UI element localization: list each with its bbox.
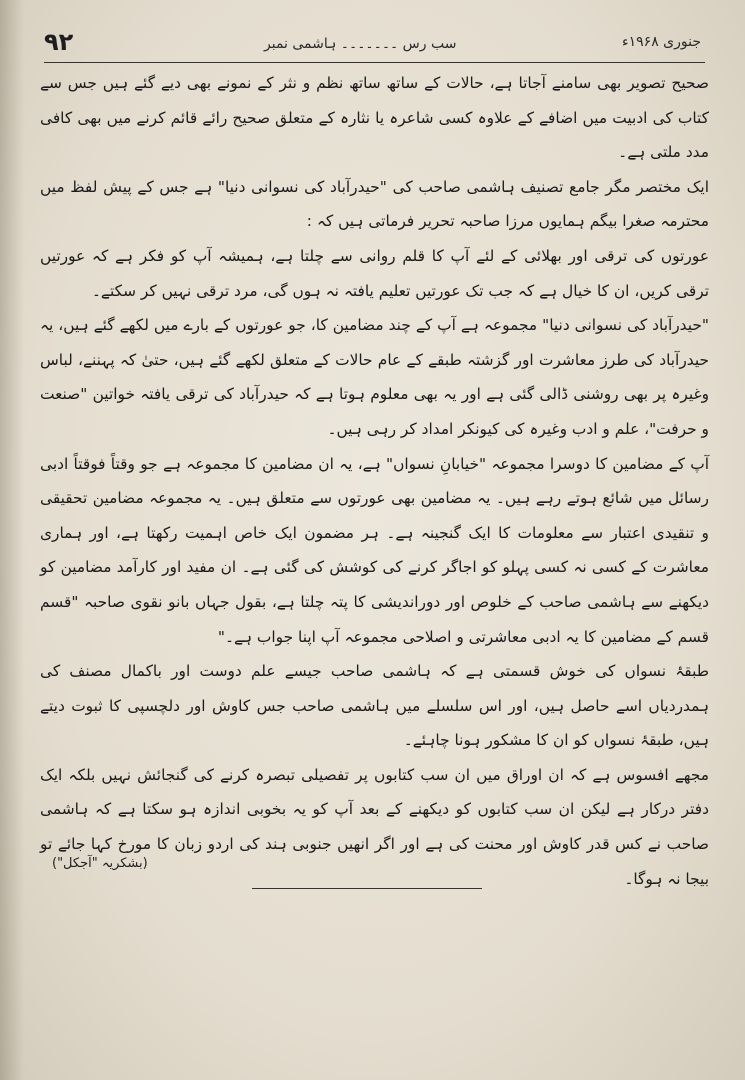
paragraph-4: "حیدرآباد کی نسوانی دنیا" مجموعہ ہے آپ کے چند مضامین کا، جو عورتوں کے بارے میں لکھے گئے ہیں، یہ حیدرآباد کی طرز معاشرت اور گزشتہ طبقے کے عام حالات کے متعلق لکھے گئے ہیں، حتیٰ کہ پہننے، لباس وغیرہ پر بھی روشنی ڈالی گئی ہے اور یہ بھی معلوم ہوتا ہے کہ حیدرآباد کی ترقی یافتہ خواتین "صنعت و حرفت"، علم و ادب وغیرہ کی کیونکر امداد کر رہی ہیں۔ [40, 316, 709, 438]
header-rule [44, 62, 705, 63]
article-body [40, 66, 709, 896]
gutter-shadow [0, 0, 24, 1080]
paragraph-6: طبقۂ نسواں کی خوش قسمتی ہے کہ ہاشمی صاحب جیسے علم دوست اور باکمال مصنف کی ہمدردیاں اسے حاصل ہیں، اور اس سلسلے میں ہاشمی صاحب جس کاوش اور دلچسپی کا ثبوت دیتے ہیں، طبقۂ نسواں کو ان کا مشکور ہونا چاہئے۔ [40, 662, 709, 750]
paragraph-2: ایک مختصر مگر جامع تصنیف ہاشمی صاحب کی "حیدرآباد کی نسوانی دنیا" ہے جس کے پیش لفظ میں محترمہ صغرا بیگم ہمایوں مرزا صاحبہ تحریر فرماتی ہیں کہ : [40, 177, 709, 231]
paragraph-5: آپ کے مضامین کا دوسرا مجموعہ "خیابانِ نسواں" ہے، یہ ان مضامین کا مجموعہ ہے جو وقتاً فوقتاً ادبی رسائل میں شائع ہوتے رہے ہیں۔ یہ مضامین بھی عورتوں سے متعلق ہیں۔ یہ مجموعہ مضامین تحقیقی و تنقیدی اعتبار سے معلومات کا ایک گنجینہ ہے۔ ہر مضمون ایک خاص اہمیت رکھتا ہے، اور ہماری معاشرت کے کسی نہ کسی پہلو کو اجاگر کرنے کی کوشش کی گئی ہے۔ ان مفید اور کارآمد مضامین کو دیکھنے سے ہاشمی صاحب کے خلوص اور دوراندیشی کا پتہ چلتا ہے، بقول جہاں بانو نقوی صاحبہ "قسم قسم کے مضامین کا یہ ادبی معاشرتی و اصلاحی مجموعہ آپ اپنا جواب ہے۔" [40, 454, 709, 646]
paragraph-7: مجھے افسوس ہے کہ ان اوراق میں ان سب کتابوں پر تفصیلی تبصرہ کرنے کی گنجائش نہیں بلکہ ایک دفتر درکار ہے لیکن ان سب کتابوں کو دیکھنے کے بعد آپ کو یہ بخوبی اندازہ ہو سکتا ہے کہ ہاشمی صاحب نے کس قدر کاوش اور محنت کی ہے اور اگر انھیں جنوبی ہند کی اردو زبان کا مورخ کہا جائے تو بیجا نہ ہوگا۔ [40, 765, 709, 888]
paragraph-1: صحیح تصویر بھی سامنے آجاتا ہے، حالات کے ساتھ ساتھ نظم و نثر کے نمونے بھی دیے گئے ہیں جس سے کتاب کی ادبیت میں اضافے کے علاوہ کسی شاعرہ یا نثارہ کے متعلق صحیح رائے قائم کرنے میں بھی کافی مدد ملتی ہے۔ [40, 74, 709, 162]
page-number: ٩٢ [44, 28, 74, 56]
running-title: سب رس ۔۔۔۔۔۔۔ ہاشمی نمبر [264, 36, 457, 52]
end-rule [252, 888, 482, 889]
issue-date: جنوری ۱۹۶۸ء [622, 34, 701, 50]
source-credit: (بشکریہ "آجکل") [52, 856, 148, 871]
paragraph-3-quote: عورتوں کی ترقی اور بھلائی کے لئے آپ کا قلم روانی سے چلتا ہے، ہمیشہ آپ کو فکر ہے کہ عورتیں ترقی کریں، ان کا خیال ہے کہ جب تک عورتیں تعلیم یافتہ نہ ہوں گی، مرد ترقی نہیں کر سکتے۔ [40, 246, 709, 300]
